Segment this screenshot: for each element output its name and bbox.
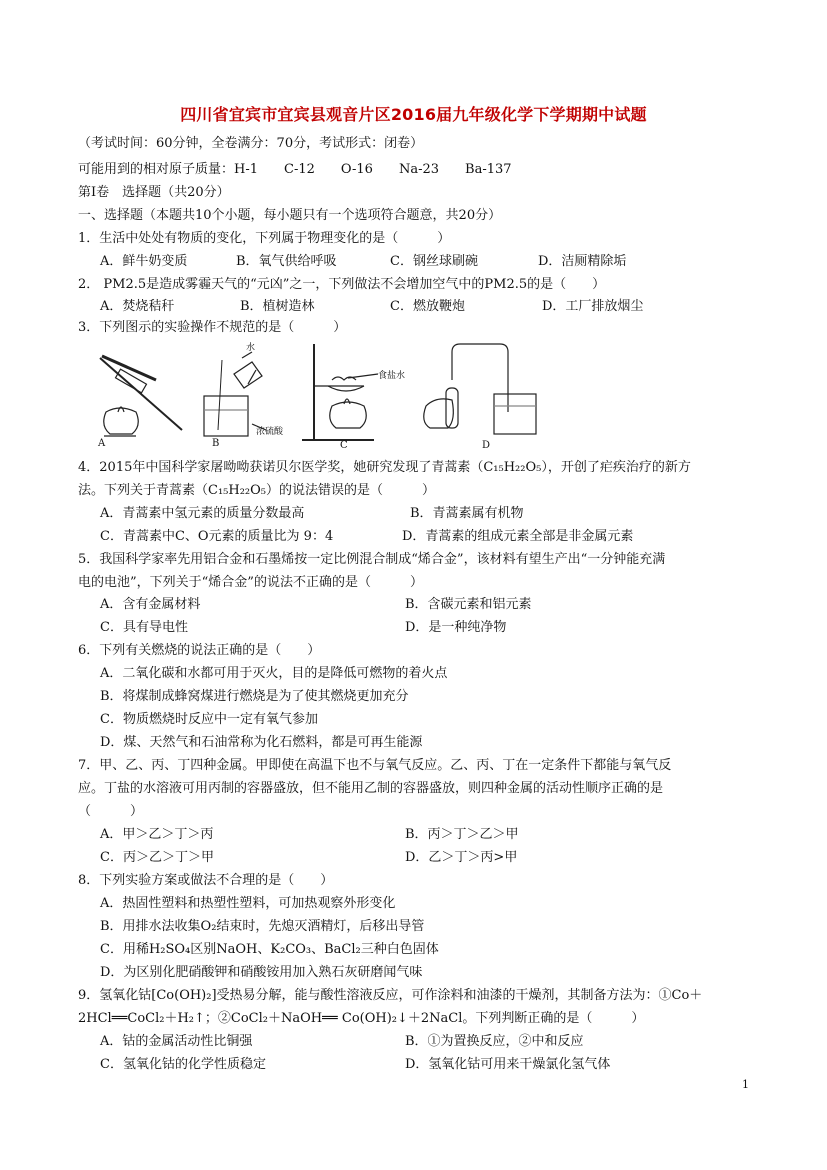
question-5-option-c: C．具有导电性 xyxy=(100,620,188,635)
question-2-option-a: A．焚烧秸秆 xyxy=(100,299,175,314)
page-number: 1 xyxy=(742,1078,749,1091)
question-7-stem-2: 应。丁盐的水溶液可用丙制的容器盛放，但不能用乙制的容器盛放，则四种金属的活动性顺序正确的是 xyxy=(78,781,664,796)
question-5-stem-2: 电的电池”，下列关于“烯合金”的说法不正确的是（ ） xyxy=(78,575,423,590)
question-8-stem: 8．下列实验方案或做法不合理的是（ ） xyxy=(78,873,334,888)
question-9-option-d: D．氢氧化钴可用来干燥氯化氢气体 xyxy=(405,1057,611,1072)
question-9-option-c: C．氢氧化钴的化学性质稳定 xyxy=(100,1057,266,1072)
question-2-stem: 2． PM2.5是造成雾霾天气的“元凶”之一，下列做法不会增加空气中的PM2.5的是（ ） xyxy=(78,277,606,292)
question-6-option-c: C．物质燃烧时反应中一定有氧气参加 xyxy=(100,712,318,727)
figure-label-acid: 浓硫酸 xyxy=(256,427,284,437)
question-5-option-d: D．是一种纯净物 xyxy=(405,620,507,635)
question-4-option-b: B．青蒿素属有机物 xyxy=(410,506,524,521)
question-4-option-c: C．青蒿素中C、O元素的质量比为 9：4 xyxy=(100,529,334,544)
question-5-option-a: A．含有金属材料 xyxy=(100,597,201,612)
figure-label-d: D xyxy=(482,440,491,451)
question-8-option-d: D．为区别化肥硝酸钾和硝酸铵用加入熟石灰研磨闻气味 xyxy=(100,965,423,980)
question-4-stem-2: 法。下列关于青蒿素（C₁₅H₂₂O₅）的说法错误的是（ ） xyxy=(78,483,435,498)
question-2-option-b: B．植树造林 xyxy=(240,299,315,314)
question-6-stem: 6．下列有关燃烧的说法正确的是（ ） xyxy=(78,643,321,658)
question-7-option-b: B．丙＞丁＞乙＞甲 xyxy=(405,827,519,842)
question-1-stem: 1．生活中处处有物质的变化，下列属于物理变化的是（ ） xyxy=(78,231,451,246)
question-1-option-b: B．氧气供给呼吸 xyxy=(236,254,337,269)
question-9-stem-1: 9．氢氧化钴[Co(OH)₂]受热易分解，能与酸性溶液反应，可作涂料和油漆的干燥剂，其制备方法为：①Co＋ xyxy=(78,988,703,1003)
question-4-option-d: D．青蒿素的组成元素全部是非金属元素 xyxy=(402,529,634,544)
question-5-option-b: B．含碳元素和铝元素 xyxy=(405,597,532,612)
question-7-stem-1: 7．甲、乙、丙、丁四种金属。甲即使在高温下也不与氧气反应。乙、丙、丁在一定条件下都能与氧气反 xyxy=(78,758,672,773)
question-7-option-c: C．丙＞乙＞丁＞甲 xyxy=(100,850,214,865)
figure-label-salt: 食盐水 xyxy=(378,371,406,381)
page-title: 四川省宜宾市宜宾县观音片区2016届九年级化学下学期期中试题 xyxy=(180,105,647,124)
question-2-option-d: D．工厂排放烟尘 xyxy=(542,299,644,314)
question-6-option-b: B．将煤制成蜂窝煤进行燃烧是为了使其燃烧更加充分 xyxy=(100,689,409,704)
atomic-mass-line: 可能用到的相对原子质量：H-1 C-12 O-16 Na-23 Ba-137 xyxy=(78,162,512,177)
question-2-option-c: C．燃放鞭炮 xyxy=(390,299,465,314)
question-7-option-d: D．乙＞丁＞丙>甲 xyxy=(405,850,518,865)
question-8-option-a: A．热固性塑料和热塑性塑料，可加热观察外形变化 xyxy=(100,896,396,911)
question-5-stem-1: 5．我国科学家率先用铝合金和石墨烯按一定比例混合制成“烯合金”，该材料有望生产出“一分钟能充满 xyxy=(78,552,666,567)
question-9-stem-2: 2HCl══CoCl₂＋H₂↑；②CoCl₂＋NaOH══ Co(OH)₂↓＋2NaCl。下列判断正确的是（ ） xyxy=(78,1011,645,1026)
figure-label-a: A xyxy=(98,438,106,449)
figure-label-b: B xyxy=(212,438,220,449)
question-8-option-b: B．用排水法收集O₂结束时，先熄灭酒精灯，后移出导管 xyxy=(100,919,425,934)
figure-label-c: C xyxy=(340,440,348,451)
figure-label-water: 水 xyxy=(246,343,256,353)
volume-title: 第Ⅰ卷 选择题（共20分） xyxy=(78,185,230,200)
question-7-stem-3: （ ） xyxy=(78,804,144,819)
lab-figures xyxy=(96,340,546,452)
question-1-option-d: D．洁厕精除垢 xyxy=(538,254,627,269)
question-3-stem: 3．下列图示的实验操作不规范的是（ ） xyxy=(78,320,347,335)
question-9-option-b: B．①为置换反应，②中和反应 xyxy=(405,1034,584,1049)
lab-figures-drawing xyxy=(96,340,546,452)
question-8-option-c: C．用稀H₂SO₄区别NaOH、K₂CO₃、BaCl₂三种白色固体 xyxy=(100,942,439,957)
question-6-option-a: A．二氧化碳和水都可用于灭火，目的是降低可燃物的着火点 xyxy=(100,666,448,681)
question-1-option-c: C．钢丝球刷碗 xyxy=(390,254,478,269)
question-6-option-d: D．煤、天然气和石油常称为化石燃料，都是可再生能源 xyxy=(100,735,423,750)
question-9-option-a: A．钴的金属活动性比铜强 xyxy=(100,1034,253,1049)
section-title: 一、选择题（本题共10个小题，每小题只有一个选项符合题意，共20分） xyxy=(78,208,502,223)
question-1-option-a: A．鲜牛奶变质 xyxy=(100,254,188,269)
question-7-option-a: A．甲＞乙＞丁＞丙 xyxy=(100,827,214,842)
question-4-stem-1: 4．2015年中国科学家屠呦呦获诺贝尔医学奖，她研究发现了青蒿素（C₁₅H₂₂O₅），开创了疟疾治疗的新方 xyxy=(78,460,691,475)
question-4-option-a: A．青蒿素中氢元素的质量分数最高 xyxy=(100,506,305,521)
exam-info: （考试时间：60分钟，全卷满分：70分，考试形式：闭卷） xyxy=(78,136,424,151)
